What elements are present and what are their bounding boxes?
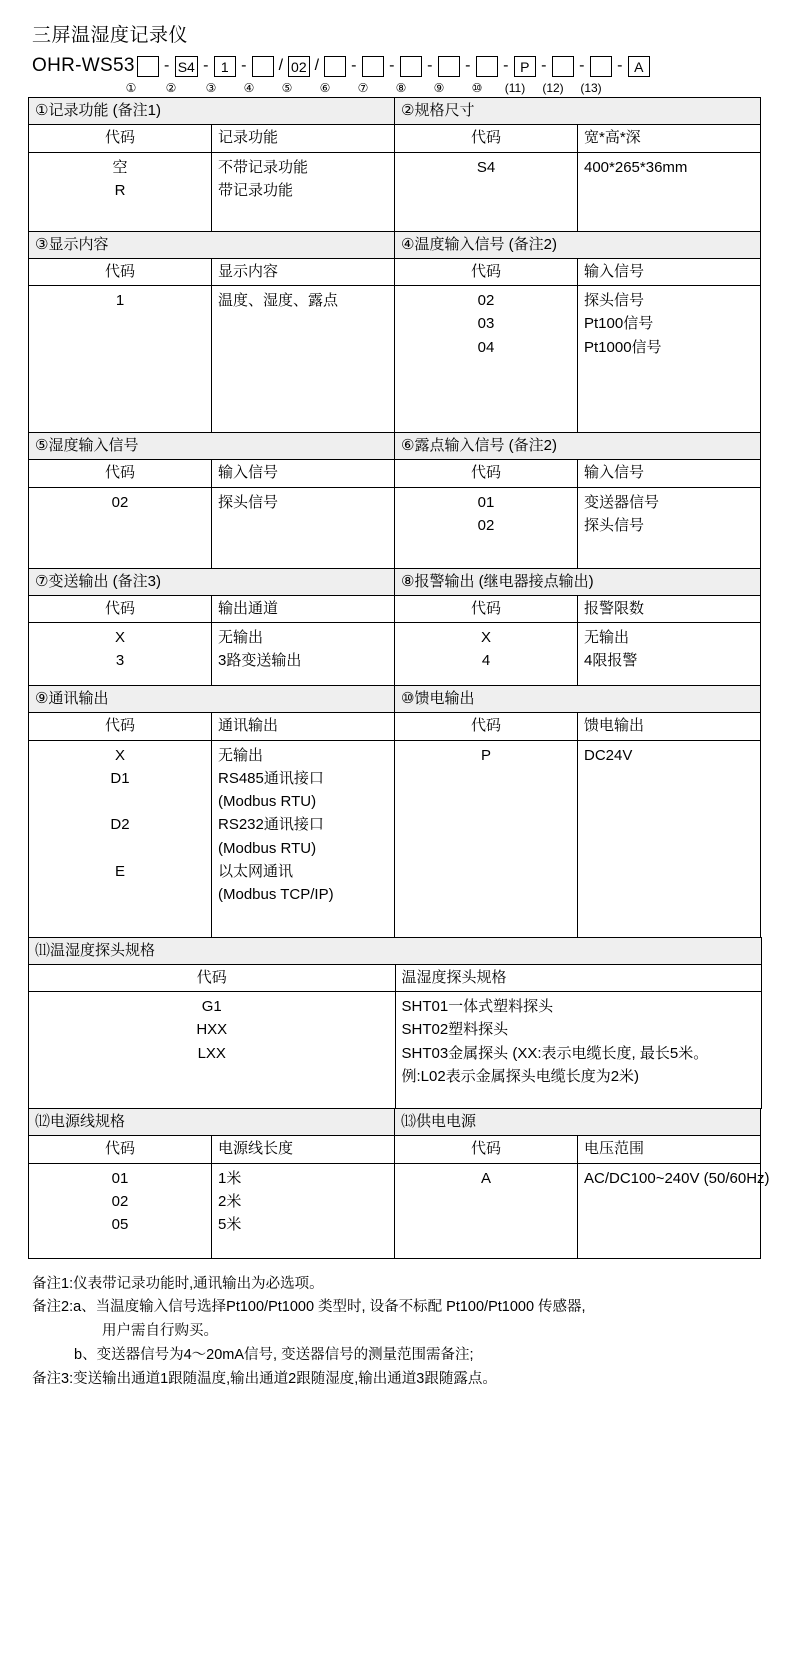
section-13-col1: 代码 (395, 1136, 578, 1163)
section-11 (28, 937, 762, 1110)
section-12-col2: 电源线长度 (212, 1136, 395, 1163)
section-11-heading: ⑾温湿度探头规格 (29, 937, 762, 964)
section-9 (28, 685, 395, 938)
section-2-col2: 宽*高*深 (578, 125, 761, 152)
section-8-codes: X 4 (395, 623, 578, 686)
section-13-values: AC/DC100~240V (50/60Hz) (578, 1163, 761, 1258)
section-6-values: 变送器信号 探头信号 (578, 487, 761, 568)
marker-3: ③ (205, 81, 217, 95)
section-6-heading: ⑥露点输入信号 (备注2) (395, 433, 761, 460)
section-9-col2: 通讯输出 (212, 713, 395, 740)
section-row-3 (28, 432, 762, 569)
section-6-col1: 代码 (395, 460, 578, 487)
section-4 (394, 231, 761, 434)
code-box-13[interactable] (590, 56, 612, 77)
separator-9: - (465, 57, 471, 74)
section-5-codes: 02 (29, 487, 212, 568)
section-7 (28, 568, 395, 687)
section-10-col1: 代码 (395, 713, 578, 740)
section-3-values: 温度、湿度、露点 (212, 286, 395, 433)
section-7-values: 无输出 3路变送输出 (212, 623, 395, 686)
marker-12: (12) (542, 81, 564, 95)
section-row-7 (28, 1108, 770, 1259)
note-2a: 备注2:a、当温度输入信号选择Pt100/Pt1000 类型时, 设备不标配 Pt100/Pt1000 传感器, (32, 1299, 586, 1316)
section-4-values: 探头信号 Pt100信号 Pt1000信号 (578, 286, 761, 433)
separator-3: - (241, 57, 247, 74)
section-row-6 (28, 937, 762, 1110)
separator-4: / (278, 57, 284, 74)
marker-5: ⑤ (281, 81, 293, 95)
section-12-codes: 01 02 05 (29, 1163, 212, 1258)
code-box-1[interactable] (137, 56, 159, 77)
section-5-values: 探头信号 (212, 487, 395, 568)
section-10-values: DC24V (578, 740, 761, 937)
section-11-col2: 温湿度探头规格 (395, 964, 762, 991)
section-row-4 (28, 568, 762, 687)
section-2-col1: 代码 (395, 125, 578, 152)
section-8-col2: 报警限数 (578, 595, 761, 622)
marker-2: ② (165, 81, 177, 95)
section-12 (28, 1108, 395, 1259)
section-row-5 (28, 685, 762, 938)
section-5-col1: 代码 (29, 460, 212, 487)
section-12-col1: 代码 (29, 1136, 212, 1163)
code-box-10[interactable] (476, 56, 498, 77)
note-3: 备注3:变送输出通道1跟随温度,输出通道2跟随湿度,输出通道3跟随露点。 (32, 1371, 497, 1388)
marker-6: ⑥ (319, 81, 331, 95)
marker-1: ① (125, 81, 137, 95)
marker-7: ⑦ (357, 81, 369, 95)
section-6-col2: 输入信号 (578, 460, 761, 487)
separator-7: - (389, 57, 395, 74)
section-2-values: 400*265*36mm (578, 152, 761, 231)
section-1-heading: ①记录功能 (备注1) (29, 98, 395, 125)
section-1 (28, 97, 395, 232)
section-7-codes: X 3 (29, 623, 212, 686)
code-box-9[interactable] (438, 56, 460, 77)
code-box-11[interactable]: P (514, 56, 536, 77)
section-3-col1: 代码 (29, 258, 212, 285)
section-13-col2: 电压范围 (578, 1136, 761, 1163)
code-box-4[interactable] (252, 56, 274, 77)
section-13-codes: A (395, 1163, 578, 1258)
notes-block (32, 1273, 762, 1393)
code-box-12[interactable] (552, 56, 574, 77)
section-3-codes: 1 (29, 286, 212, 433)
marker-4: ④ (243, 81, 255, 95)
code-box-2[interactable]: S4 (175, 56, 198, 77)
code-box-5[interactable]: 02 (288, 56, 310, 77)
section-10-heading: ⑩馈电输出 (395, 686, 761, 713)
section-12-heading: ⑿电源线规格 (29, 1109, 395, 1136)
separator-13: - (617, 57, 623, 74)
section-4-heading: ④温度输入信号 (备注2) (395, 231, 761, 258)
section-10-col2: 馈电输出 (578, 713, 761, 740)
section-row-1 (28, 97, 762, 232)
separator-12: - (579, 57, 585, 74)
separator-8: - (427, 57, 433, 74)
code-box-6[interactable] (324, 56, 346, 77)
separator-2: - (203, 57, 209, 74)
note-2b: b、变送器信号为4～20mA信号, 变送器信号的测量范围需备注; (74, 1347, 474, 1364)
section-6-codes: 01 02 (395, 487, 578, 568)
section-8-heading: ⑧报警输出 (继电器接点输出) (395, 568, 761, 595)
section-13 (394, 1108, 770, 1259)
section-4-col2: 输入信号 (578, 258, 761, 285)
marker-8: ⑧ (395, 81, 407, 95)
marker-13: (13) (580, 81, 602, 95)
section-10-codes: P (395, 740, 578, 937)
code-box-7[interactable] (362, 56, 384, 77)
section-9-col1: 代码 (29, 713, 212, 740)
section-9-codes: X D1 D2 E (29, 740, 212, 937)
section-10 (394, 685, 761, 938)
note-1: 备注1:仪表带记录功能时,通讯输出为必选项。 (32, 1275, 324, 1292)
code-box-14[interactable]: A (628, 56, 650, 77)
section-2-codes: S4 (395, 152, 578, 231)
marker-11: (11) (504, 81, 526, 95)
section-1-values: 不带记录功能 带记录功能 (212, 152, 395, 231)
section-7-col1: 代码 (29, 595, 212, 622)
separator-5: / (314, 57, 320, 74)
section-11-codes: G1 HXX LXX (29, 992, 396, 1109)
marker-9: ⑨ (433, 81, 445, 95)
model-prefix: OHR-WS53 (32, 55, 135, 76)
section-8-col1: 代码 (395, 595, 578, 622)
code-box-8[interactable] (400, 56, 422, 77)
section-5 (28, 432, 395, 569)
section-7-col2: 输出通道 (212, 595, 395, 622)
marker-10: ⑩ (471, 81, 483, 95)
section-9-heading: ⑨通讯输出 (29, 686, 395, 713)
section-4-codes: 02 03 04 (395, 286, 578, 433)
section-1-codes: 空 R (29, 152, 212, 231)
section-3-heading: ③显示内容 (29, 231, 395, 258)
section-2 (394, 97, 761, 232)
section-11-values: SHT01一体式塑料探头 SHT02塑料探头 SHT03金属探头 (XX:表示电缆长度, 最长5米。 例:L02表示金属探头电缆长度为2米) (395, 992, 762, 1109)
page-title: 三屏温湿度记录仪 (32, 25, 189, 46)
section-8 (394, 568, 761, 687)
section-6 (394, 432, 761, 569)
section-5-heading: ⑤湿度输入信号 (29, 433, 395, 460)
section-12-values: 1米 2米 5米 (212, 1163, 395, 1258)
model-code-line (32, 53, 762, 79)
separator-10: - (503, 57, 509, 74)
section-1-col2: 记录功能 (212, 125, 395, 152)
code-box-3[interactable]: 1 (214, 56, 236, 77)
separator-11: - (541, 57, 547, 74)
section-7-heading: ⑦变送输出 (备注3) (29, 568, 395, 595)
section-1-col1: 代码 (29, 125, 212, 152)
section-13-heading: ⒀供电电源 (395, 1109, 761, 1136)
section-3 (28, 231, 395, 434)
section-5-col2: 输入信号 (212, 460, 395, 487)
section-3-col2: 显示内容 (212, 258, 395, 285)
section-row-2 (28, 231, 762, 434)
section-4-col1: 代码 (395, 258, 578, 285)
separator-1: - (164, 57, 170, 74)
section-11-col1: 代码 (29, 964, 396, 991)
note-2a-cont: 用户需自行购买。 (102, 1323, 218, 1340)
separator-6: - (351, 57, 357, 74)
section-9-values: 无输出 RS485通讯接口 (Modbus RTU) RS232通讯接口 (Modbus RTU) 以太网通讯 (Modbus TCP/IP) (212, 740, 395, 937)
model-marker-line (32, 79, 762, 97)
section-8-values: 无输出 4限报警 (578, 623, 761, 686)
section-2-heading: ②规格尺寸 (395, 98, 761, 125)
